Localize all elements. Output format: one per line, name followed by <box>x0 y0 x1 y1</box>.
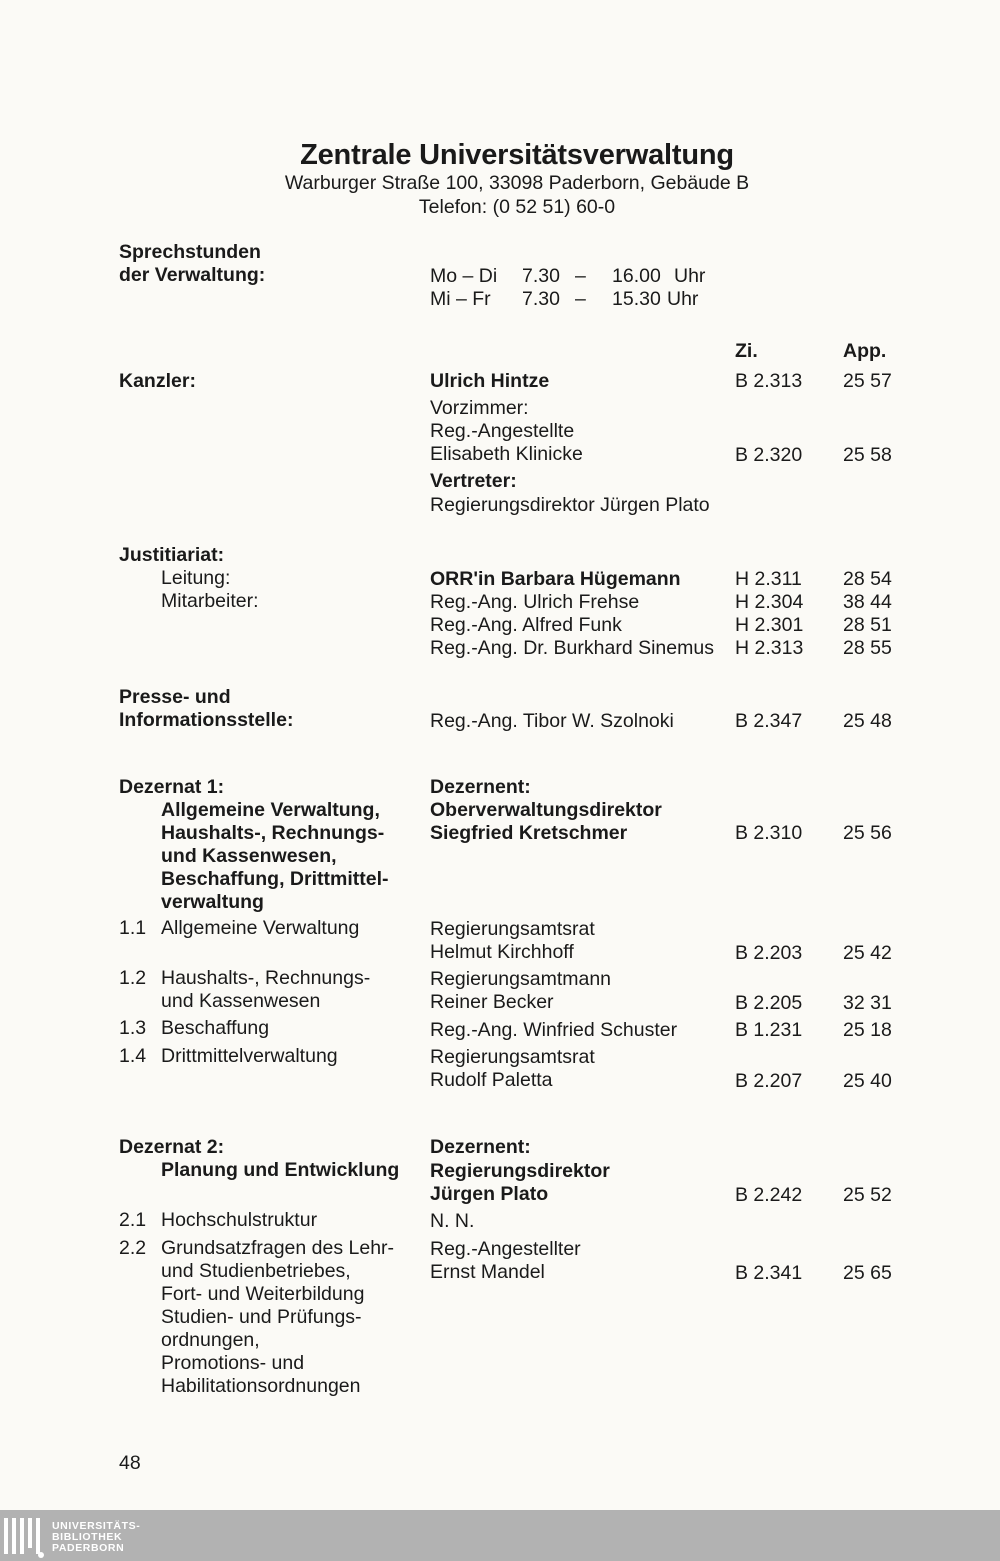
item-2-2-phone: 25 65 <box>843 1262 892 1284</box>
dezernat1-head-label: Dezernent: <box>430 776 531 798</box>
assistant-room: B 2.320 <box>735 444 803 466</box>
item-1-3-number: 1.3 <box>119 1017 147 1039</box>
kanzler-room: B 2.313 <box>735 370 803 392</box>
dezernat2-head-title: Regierungsdirektor <box>430 1160 610 1182</box>
hours-row-2-days: Mi – Fr <box>430 288 491 310</box>
justitiariat-row-1-phone: 28 54 <box>843 568 892 590</box>
justitiariat-row-4-room: H 2.313 <box>735 637 804 659</box>
item-2-2-topic-3: Fort- und Weiterbildung <box>161 1283 365 1305</box>
presse-name: Reg.-Ang. Tibor W. Szolnoki <box>430 710 674 732</box>
library-name-line-2: BIBLIOTHEK <box>52 1531 123 1543</box>
dezernat2-head-phone: 25 52 <box>843 1184 892 1206</box>
hours-row-2-to: 15.30 <box>612 288 661 310</box>
hours-row-1-to: 16.00 <box>612 265 661 287</box>
item-1-3-room: B 1.231 <box>735 1019 803 1041</box>
hours-label-1: Sprechstunden <box>119 241 261 263</box>
justitiariat-lead-label: Leitung: <box>161 567 231 589</box>
page-title: Zentrale Universitätsverwaltung <box>300 139 734 171</box>
item-1-2-name: Reiner Becker <box>430 991 554 1013</box>
hours-row-1-days: Mo – Di <box>430 265 498 287</box>
presse-room: B 2.347 <box>735 710 803 732</box>
justitiariat-row-2-room: H 2.304 <box>735 591 804 613</box>
page-number: 48 <box>119 1452 141 1474</box>
justitiariat-row-2-phone: 38 44 <box>843 591 892 613</box>
library-name-line-3: PADERBORN <box>52 1542 125 1554</box>
item-1-4-topic: Drittmittelverwaltung <box>161 1045 338 1067</box>
presse-phone: 25 48 <box>843 710 892 732</box>
justitiariat-staff-label: Mitarbeiter: <box>161 590 259 612</box>
dezernat2-head-room: B 2.242 <box>735 1184 803 1206</box>
dezernat1-head-name: Siegfried Kretschmer <box>430 822 628 844</box>
library-logo-dot-icon <box>38 1552 44 1558</box>
item-1-4-room: B 2.207 <box>735 1070 803 1092</box>
item-2-2-name: Ernst Mandel <box>430 1261 545 1283</box>
item-1-2-title: Regierungsamtmann <box>430 968 612 990</box>
dezernat2-label: Dezernat 2: <box>119 1136 225 1158</box>
item-1-3-name: Reg.-Ang. Winfried Schuster <box>430 1019 678 1041</box>
item-2-1-number: 2.1 <box>119 1209 147 1231</box>
hours-row-1-dash: – <box>575 265 586 287</box>
library-name <box>52 1521 140 1554</box>
library-logo-icon <box>4 1518 40 1554</box>
item-1-2-phone: 32 31 <box>843 992 892 1014</box>
item-2-2-topic-1: Grundsatzfragen des Lehr- <box>161 1237 395 1259</box>
item-1-1-name: Helmut Kirchhoff <box>430 941 574 963</box>
item-2-2-title: Reg.-Angestellter <box>430 1238 581 1260</box>
kanzler-name: Ulrich Hintze <box>430 370 550 392</box>
item-1-1-room: B 2.203 <box>735 942 803 964</box>
dezernat1-head-room: B 2.310 <box>735 822 803 844</box>
item-1-2-topic: Haushalts-, Rechnungs- <box>161 967 371 989</box>
dezernat1-desc-4: Beschaffung, Drittmittel- <box>161 868 389 890</box>
item-1-2-number: 1.2 <box>119 967 147 989</box>
column-header-phone: App. <box>843 340 887 362</box>
item-1-1-phone: 25 42 <box>843 942 892 964</box>
justitiariat-label: Justitiariat: <box>119 544 225 566</box>
dezernat1-head-phone: 25 56 <box>843 822 892 844</box>
address-line: Warburger Straße 100, 33098 Paderborn, Gebäude B <box>284 172 750 194</box>
dezernat1-desc-2: Haushalts-, Rechnungs- <box>161 822 385 844</box>
deputy-name: Regierungsdirektor Jürgen Plato <box>430 494 710 516</box>
item-1-2-topic-2: und Kassenwesen <box>161 990 321 1012</box>
hours-label-2: der Verwaltung: <box>119 264 266 286</box>
hours-row-1-unit: Uhr <box>674 265 706 287</box>
justitiariat-row-3-room: H 2.301 <box>735 614 804 636</box>
hours-row-2-dash: – <box>575 288 586 310</box>
kanzler-label: Kanzler: <box>119 370 196 392</box>
presse-label-1: Presse- und <box>119 686 231 708</box>
presse-label-2: Informationsstelle: <box>119 709 294 731</box>
dezernat1-desc-3: und Kassenwesen, <box>161 845 337 867</box>
item-2-2-number: 2.2 <box>119 1237 147 1259</box>
justitiariat-row-2-name: Reg.-Ang. Ulrich Frehse <box>430 591 640 613</box>
item-1-1-title: Regierungsamtsrat <box>430 918 595 940</box>
item-1-1-topic: Allgemeine Verwaltung <box>161 917 360 939</box>
vorzimmer-label: Vorzimmer: <box>430 397 529 419</box>
item-2-2-topic-2: und Studienbetriebes, <box>161 1260 351 1282</box>
justitiariat-row-1-name: ORR'in Barbara Hügemann <box>430 568 681 590</box>
library-name-line-1: UNIVERSITÄTS- <box>52 1520 141 1532</box>
dezernat1-head-title: Oberverwaltungsdirektor <box>430 799 662 821</box>
item-1-4-number: 1.4 <box>119 1045 147 1067</box>
item-2-1-name: N. N. <box>430 1210 475 1232</box>
item-1-3-phone: 25 18 <box>843 1019 892 1041</box>
item-2-2-topic-7: Habilitationsordnungen <box>161 1375 361 1397</box>
justitiariat-row-4-phone: 28 55 <box>843 637 892 659</box>
dezernat1-desc-1: Allgemeine Verwaltung, <box>161 799 380 821</box>
item-2-2-room: B 2.341 <box>735 1262 803 1284</box>
phone-line: Telefon: (0 52 51) 60-0 <box>418 196 616 218</box>
deputy-label: Vertreter: <box>430 470 517 492</box>
item-1-4-phone: 25 40 <box>843 1070 892 1092</box>
assistant-title: Reg.-Angestellte <box>430 420 575 442</box>
item-1-1-number: 1.1 <box>119 917 147 939</box>
justitiariat-row-3-phone: 28 51 <box>843 614 892 636</box>
justitiariat-row-4-name: Reg.-Ang. Dr. Burkhard Sinemus <box>430 637 714 659</box>
hours-row-2-unit: Uhr <box>667 288 699 310</box>
dezernat1-label: Dezernat 1: <box>119 776 225 798</box>
item-2-2-topic-5: ordnungen, <box>161 1329 260 1351</box>
library-footer-bar <box>0 1510 1000 1561</box>
item-1-2-room: B 2.205 <box>735 992 803 1014</box>
item-1-4-name: Rudolf Paletta <box>430 1069 553 1091</box>
kanzler-phone: 25 57 <box>843 370 892 392</box>
assistant-phone: 25 58 <box>843 444 892 466</box>
item-2-2-topic-6: Promotions- und <box>161 1352 305 1374</box>
item-1-4-title: Regierungsamtsrat <box>430 1046 595 1068</box>
dezernat1-desc-5: verwaltung <box>161 891 264 913</box>
assistant-name: Elisabeth Klinicke <box>430 443 583 465</box>
item-2-2-topic-4: Studien- und Prüfungs- <box>161 1306 362 1328</box>
hours-row-2-from: 7.30 <box>522 288 560 310</box>
item-1-3-topic: Beschaffung <box>161 1017 270 1039</box>
dezernat2-desc: Planung und Entwicklung <box>161 1159 400 1181</box>
hours-row-1-from: 7.30 <box>522 265 560 287</box>
justitiariat-row-1-room: H 2.311 <box>735 568 802 590</box>
column-header-room: Zi. <box>735 340 758 362</box>
justitiariat-row-3-name: Reg.-Ang. Alfred Funk <box>430 614 622 636</box>
dezernat2-head-label: Dezernent: <box>430 1136 531 1158</box>
item-2-1-topic: Hochschulstruktur <box>161 1209 318 1231</box>
dezernat2-head-name: Jürgen Plato <box>430 1183 549 1205</box>
